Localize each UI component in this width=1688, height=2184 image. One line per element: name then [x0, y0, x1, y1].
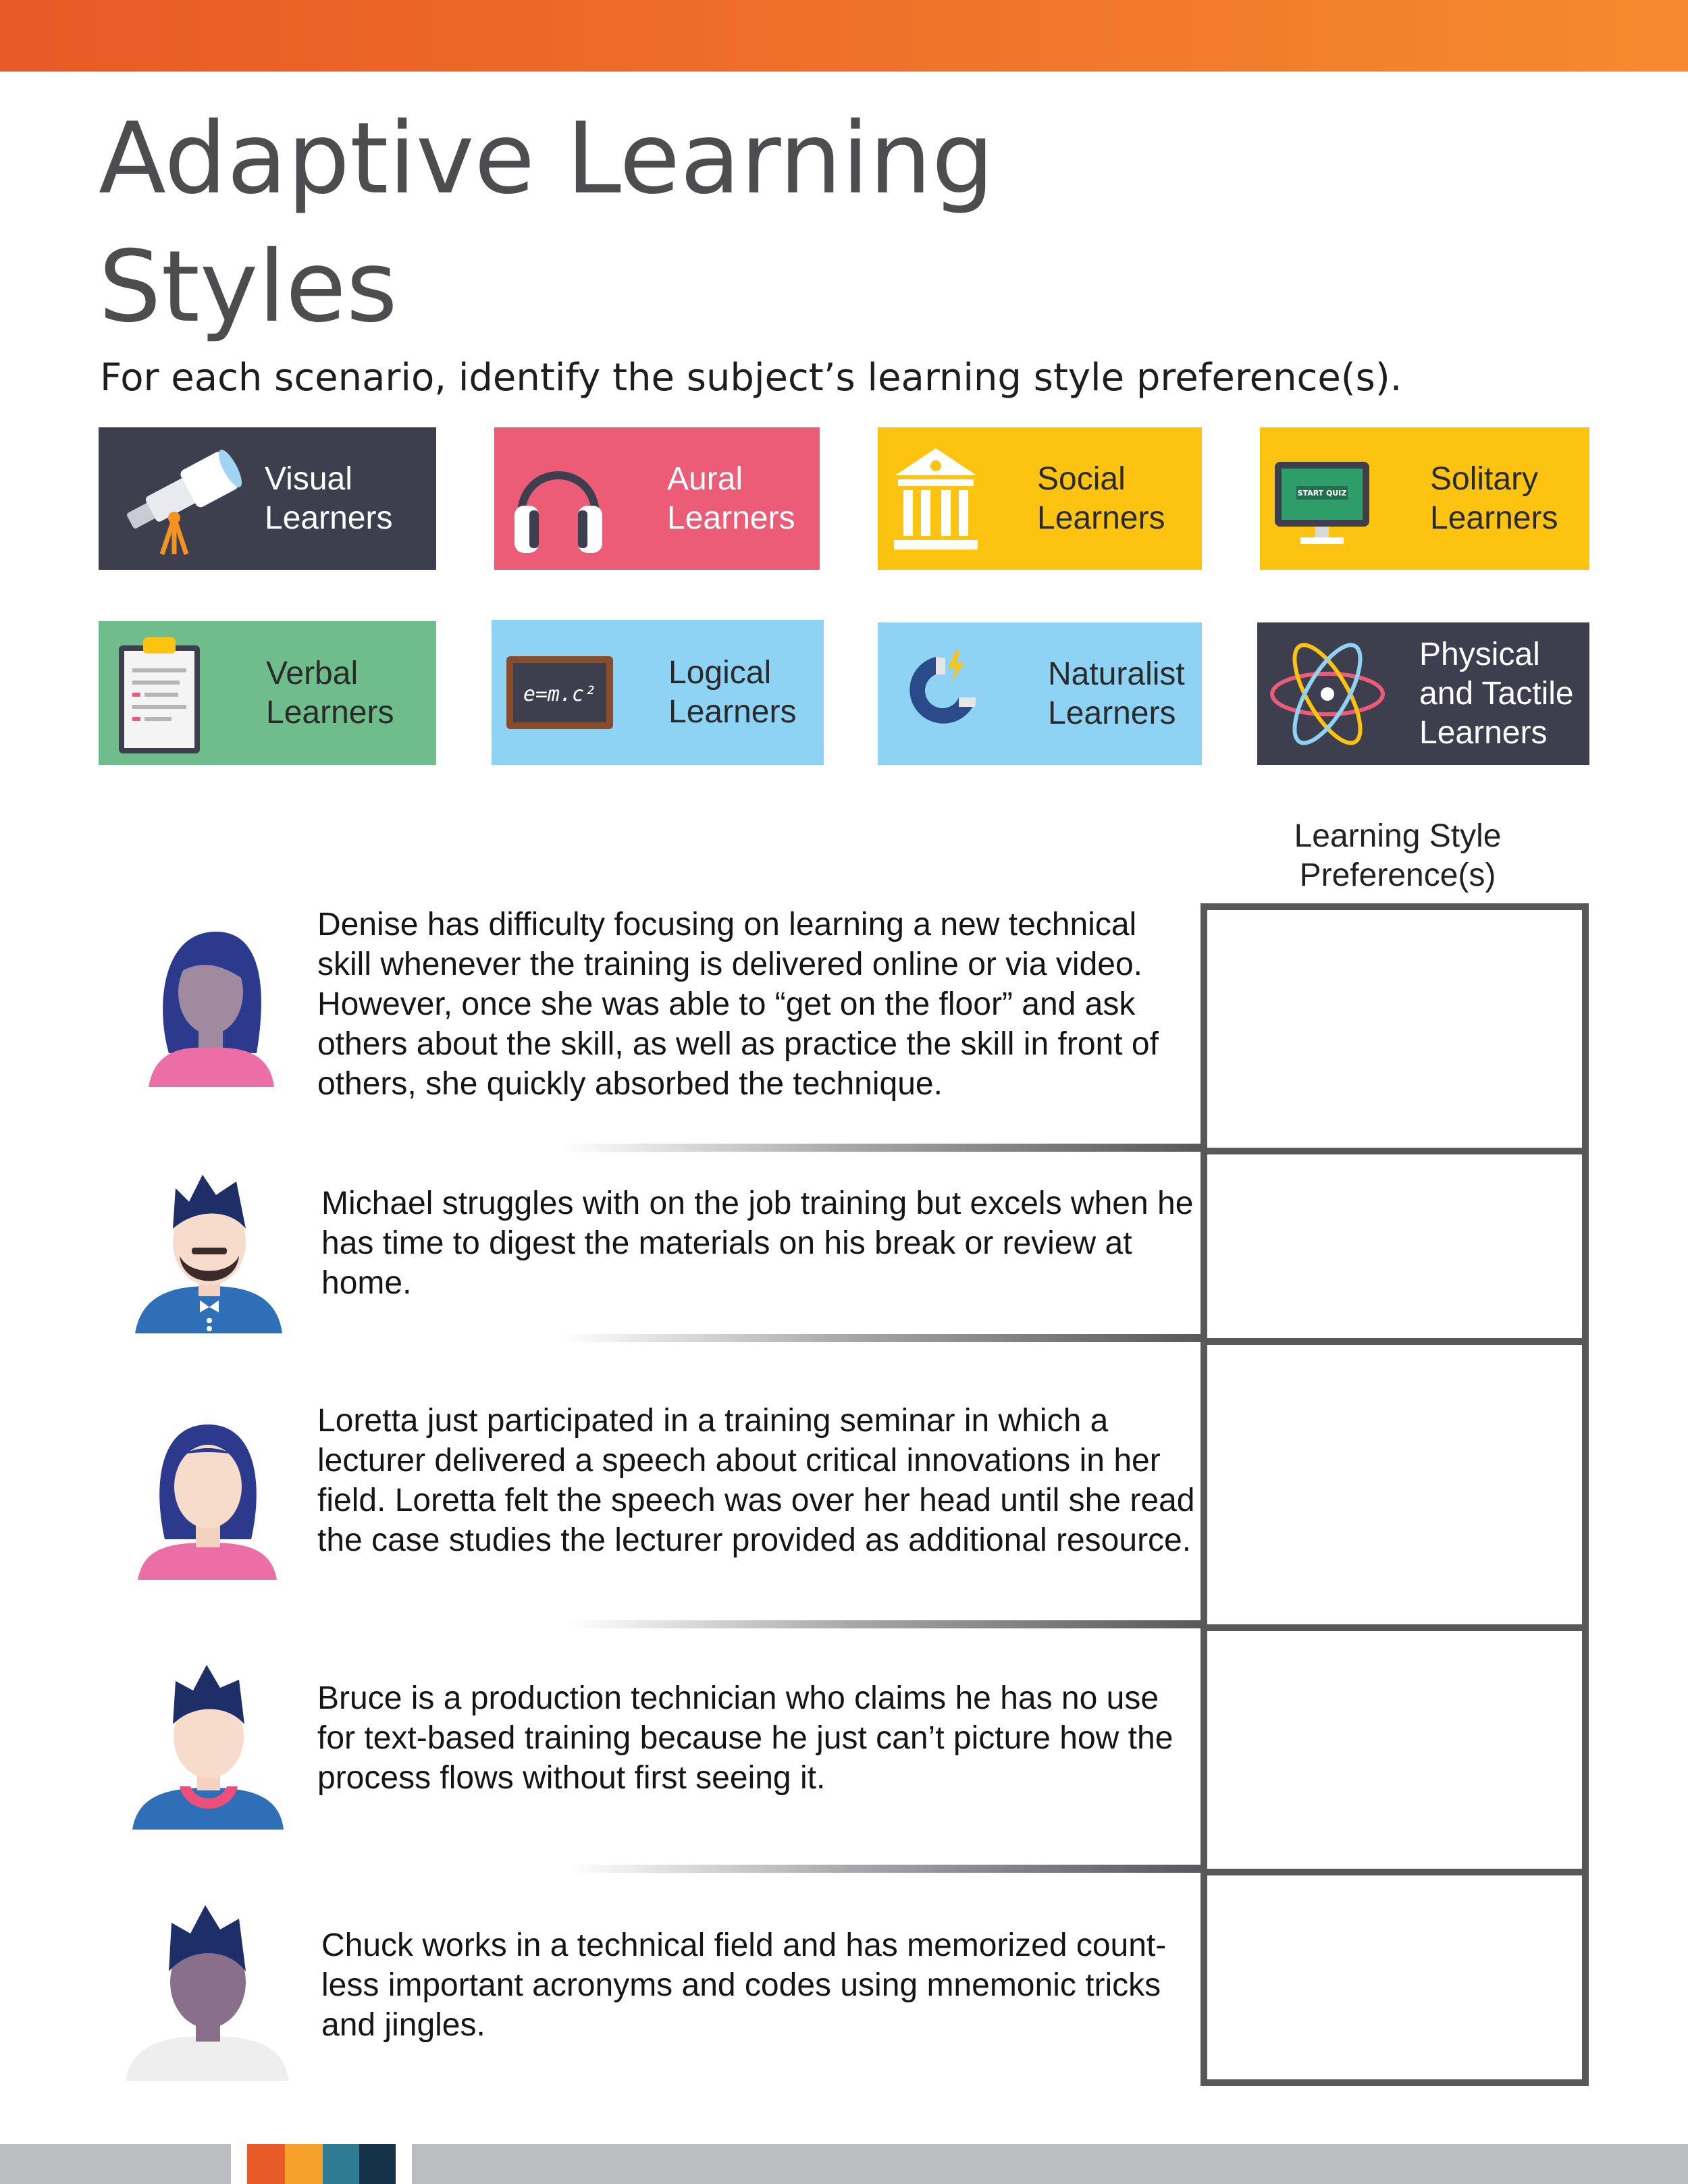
- answer-box-bruce[interactable]: [1207, 1624, 1582, 1869]
- card-label: Naturalist Learners: [1048, 656, 1185, 731]
- card-label: Physical and Tactile Learners: [1419, 636, 1574, 751]
- computer-icon: [1268, 448, 1376, 550]
- answer-column-header: Learning Style Preference(s): [1294, 818, 1502, 893]
- divider: [560, 1144, 1203, 1152]
- avatar-chuck: [126, 1898, 290, 2081]
- chalkboard-icon: [502, 652, 617, 733]
- clipboard-icon: [112, 629, 207, 757]
- answer-box-denise[interactable]: [1207, 903, 1582, 1148]
- scenario-denise: Denise has difficulty focusing on learning a new technical skill whenever the training is delivered online or via video. However, once she was able to “get on the floor” and ask others about the skill, as well as practice the skill in front of others, she quickly absorbed the technique.: [317, 907, 1159, 1102]
- headphones-icon: [508, 442, 609, 556]
- card-label: Verbal Learners: [266, 655, 394, 730]
- avatar-loretta: [132, 1411, 282, 1580]
- answer-grid: [1201, 903, 1589, 2086]
- page-title: Adaptive Learning Styles: [99, 101, 995, 344]
- divider: [567, 1865, 1203, 1873]
- card-aural-learners: [494, 427, 820, 570]
- magnet-icon: [889, 643, 990, 745]
- card-label: Solitary Learners: [1430, 460, 1558, 536]
- footer-swatch: [359, 2144, 396, 2184]
- scenario-chuck: Chuck works in a technical field and has memorized count-less important acronyms and codes using mnemonic tricks and jingles.: [321, 1927, 1167, 2043]
- card-social-learners: [878, 427, 1202, 570]
- card-label: Logical Learners: [668, 654, 797, 730]
- answer-box-loretta[interactable]: [1207, 1338, 1582, 1624]
- avatar-michael: [135, 1168, 284, 1333]
- avatar-bruce: [132, 1661, 285, 1830]
- card-label: Social Learners: [1037, 460, 1165, 536]
- answer-box-chuck[interactable]: [1207, 1869, 1582, 2086]
- card-logical-learners: [492, 620, 824, 765]
- footer-gap: [396, 2144, 412, 2184]
- footer-gap: [231, 2144, 247, 2184]
- atom-icon: [1267, 637, 1388, 751]
- building-icon: [889, 442, 983, 556]
- avatar-denise: [142, 918, 277, 1087]
- card-label: Aural Learners: [667, 460, 795, 536]
- card-visual-learners: [99, 427, 436, 570]
- card-label: Visual Learners: [265, 460, 393, 536]
- start-quiz-text: START QUIZ: [1297, 488, 1347, 498]
- footer-swatch: [247, 2144, 285, 2184]
- card-verbal-learners: [99, 621, 436, 765]
- card-naturalist-learners: [878, 622, 1202, 765]
- footer-swatch: [285, 2144, 323, 2184]
- card-solitary-learners: [1260, 427, 1589, 570]
- divider: [560, 1334, 1203, 1342]
- divider: [567, 1620, 1203, 1628]
- scenario-loretta: Loretta just participated in a training seminar in which a lecturer delivered a speech about critical innovations in her field. Loretta felt the speech was over her head until she read the case studies the lecturer provided as additional resource.: [317, 1403, 1195, 1558]
- scenario-michael: Michael struggles with on the job training but excels when he has time to digest the materials on his break or review at home.: [321, 1186, 1194, 1301]
- page-subtitle: For each scenario, identify the subject’s learning style preference(s).: [100, 356, 1402, 400]
- equation-text: e=m.c²: [523, 682, 597, 706]
- footer-swatch: [323, 2144, 359, 2184]
- answer-box-michael[interactable]: [1207, 1148, 1582, 1338]
- top-accent-bar: [0, 0, 1688, 72]
- card-physical-tactile-learners: [1257, 622, 1589, 765]
- scenario-bruce: Bruce is a production technician who claims he has no use for text-based training because he just can’t picture how the process flows without first seeing it.: [317, 1680, 1173, 1796]
- telescope-icon: [112, 438, 254, 560]
